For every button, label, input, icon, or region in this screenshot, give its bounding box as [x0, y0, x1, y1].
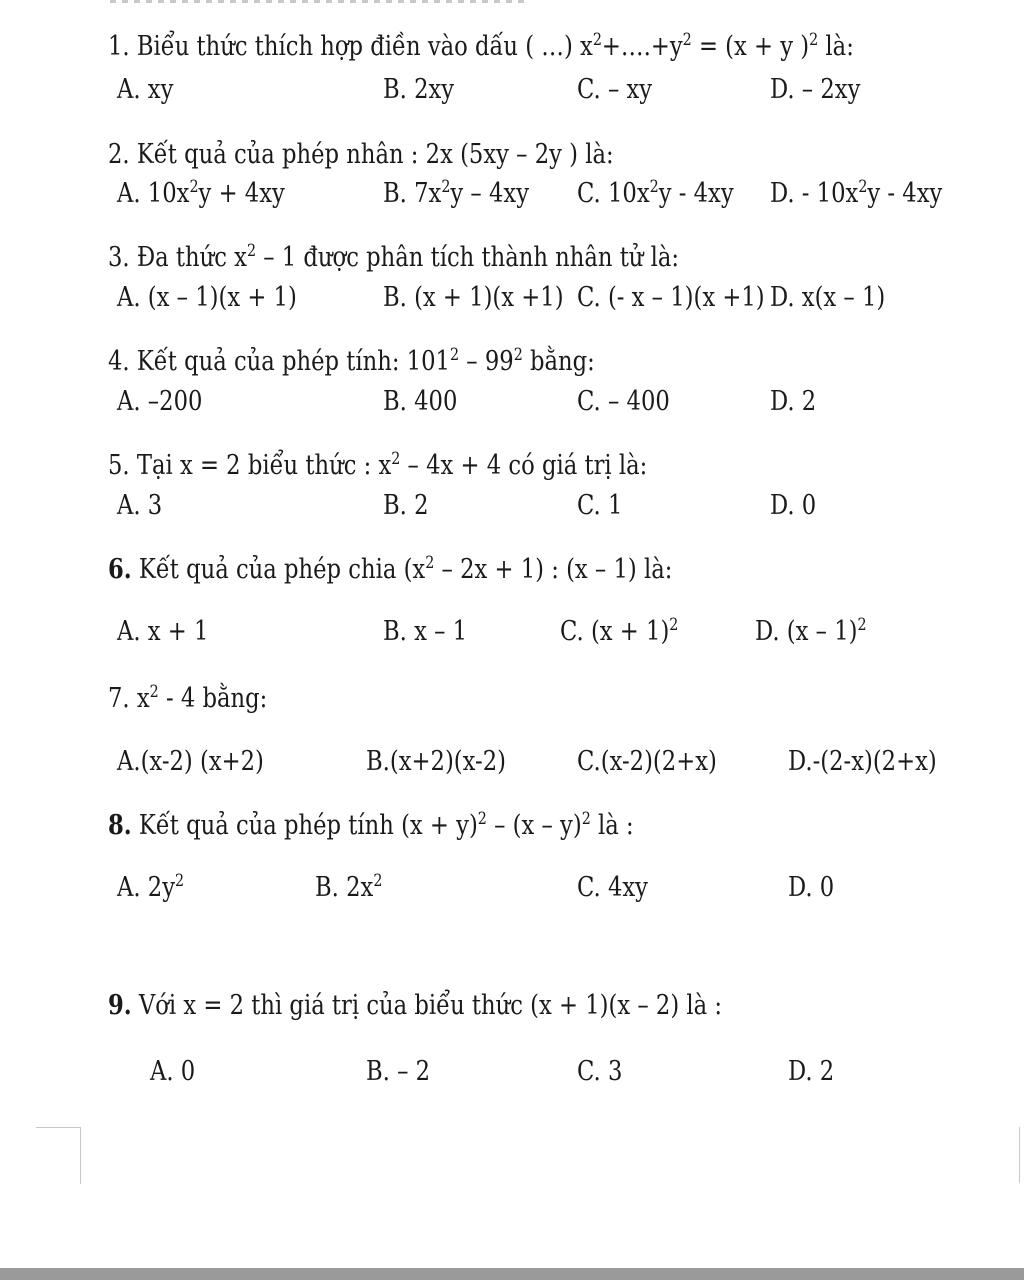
question-7-stem: 7. $x^2 - 4$ bằng:	[108, 682, 268, 714]
question-7-option-c: C.(x-2)(2+x)	[577, 746, 717, 777]
question-4-option-c: C. – 400	[577, 386, 670, 417]
question-3-option-c: C. (- x – 1)(x +1)	[577, 282, 765, 313]
question-3-option-a: A. (x – 1)(x + 1)	[117, 282, 297, 313]
question-7-option-a: A.(x-2) (x+2)	[117, 746, 264, 777]
question-1-option-a: A. xy	[117, 74, 174, 105]
question-8-option-b: B. $2x^2$	[315, 871, 383, 903]
question-2-option-a: A. $10x^2y + 4xy$	[117, 177, 285, 209]
question-5-option-b: B. 2	[383, 490, 429, 521]
question-4-option-a: A. –200	[117, 386, 203, 417]
question-6-stem: 6. Kết quả của phép chia $(x^2 - 2x + 1)$ : (x – 1) là:	[108, 553, 673, 585]
question-3-option-d: D. x(x – 1)	[770, 282, 886, 313]
page-corner-mark-right	[1019, 1127, 1024, 1183]
question-5-option-d: D. 0	[770, 490, 817, 521]
question-7-option-b: B.(x+2)(x-2)	[366, 746, 506, 777]
question-8-stem: 8. Kết quả của phép tính $(x + y)^2 - (x - y)^2$ là :	[108, 809, 634, 841]
question-9-option-c: C. 3	[577, 1056, 623, 1087]
question-5-option-a: A. 3	[117, 490, 163, 521]
question-9-option-a: A. 0	[150, 1056, 196, 1087]
question-8-option-a: A. $2y^2$	[117, 871, 185, 903]
question-1-option-c: C. – xy	[577, 74, 653, 105]
question-9-option-b: B. – 2	[366, 1056, 431, 1087]
question-7-option-d: D.-(2-x)(2+x)	[788, 746, 937, 777]
question-6-option-c: C. $(x + 1)^2$	[560, 615, 679, 647]
cropped-top-line	[110, 0, 530, 3]
question-2-stem: 2. Kết quả của phép nhân : 2x (5xy – 2y ) là:	[108, 139, 614, 170]
question-6-option-a: A. x + 1	[117, 616, 209, 647]
question-4-option-b: B. 400	[383, 386, 458, 417]
question-4-option-d: D. 2	[770, 386, 817, 417]
bottom-scroll-bar	[0, 1268, 1024, 1280]
question-8-option-d: D. 0	[788, 872, 835, 903]
question-1-stem: 1. Biểu thức thích hợp điền vào dấu ( …) $x^2+\dots.+y^2 = (x + y$ )$^2$ là:	[108, 30, 854, 62]
question-6-option-d: D. (x – 1)$^2$	[755, 615, 867, 647]
question-4-stem: 4. Kết quả của phép tính: $101^2 - 99^2$ bằng:	[108, 345, 595, 377]
question-8-option-c: C. 4xy	[577, 872, 649, 903]
question-5-option-c: C. 1	[577, 490, 623, 521]
question-1-option-b: B. 2xy	[383, 74, 455, 105]
question-2-option-c: C. $10x^2y - 4xy$	[577, 177, 734, 209]
question-3-stem: 3. Đa thức $x^2 - 1$ được phân tích thành nhân tử là:	[108, 241, 680, 273]
question-6-option-b: B. x – 1	[383, 616, 468, 647]
page-corner-mark-left	[36, 1127, 81, 1184]
question-9-stem: 9. Với x = 2 thì giá trị của biểu thức (x + 1)(x – 2) là :	[108, 990, 723, 1021]
question-2-option-b: B. $7x^2y - 4xy$	[383, 177, 530, 209]
question-5-stem: 5. Tại x = 2 biểu thức : $x^2 - 4x + 4$ có giá trị là:	[108, 449, 648, 481]
question-2-option-d: D. - $10x^2y - 4xy$	[770, 177, 943, 209]
question-1-option-d: D. – 2xy	[770, 74, 861, 105]
question-3-option-b: B. (x + 1)(x +1)	[383, 282, 564, 313]
question-9-option-d: D. 2	[788, 1056, 835, 1087]
